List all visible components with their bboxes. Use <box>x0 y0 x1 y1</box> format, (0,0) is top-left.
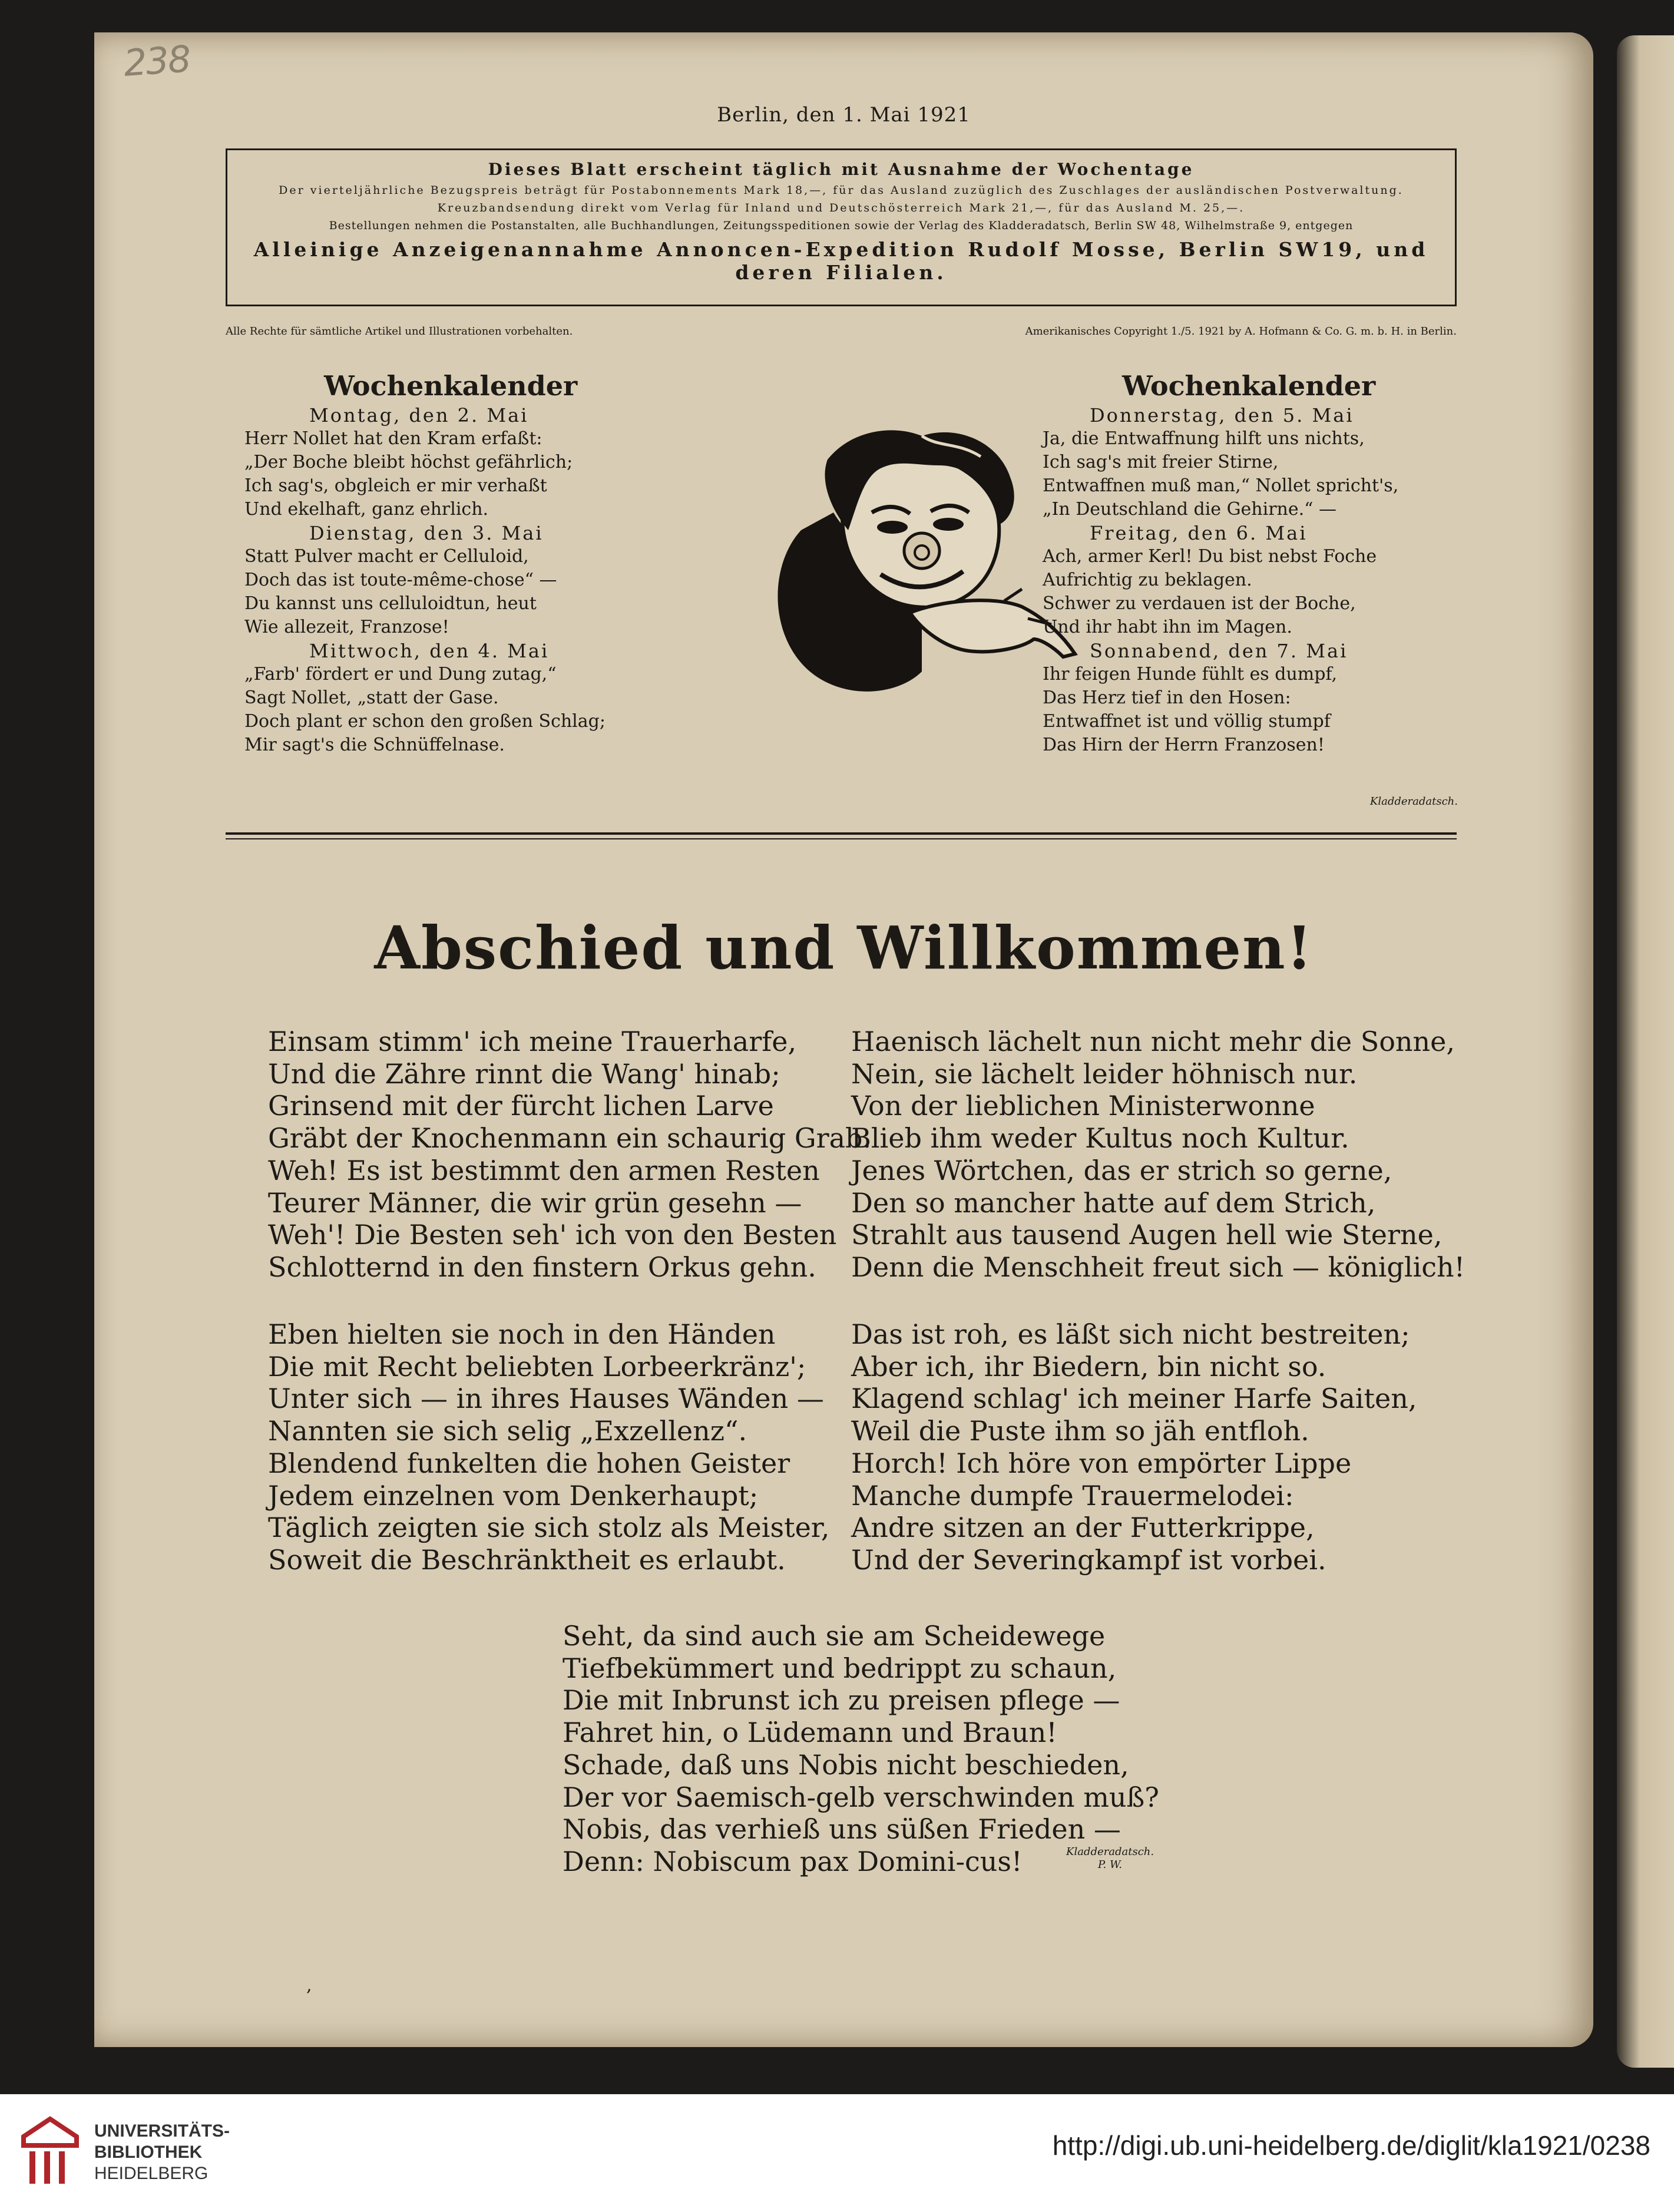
library-name-line: BIBLIOTHEK <box>94 2142 203 2162</box>
calendar-line: „Farb' fördert er und Dung zutag,“ <box>244 664 557 685</box>
poem-line: Strahlt aus tausend Augen hell wie Sterne, <box>851 1219 1443 1251</box>
calendar-right <box>1043 368 1490 757</box>
info-line-2: Der vierteljährliche Bezugspreis beträgt für Postabonnements Mark 18,—, für das Ausland zuzüglich des Zuschlages der ausländischen Postverwaltung. <box>279 184 1404 197</box>
calendar-line: Doch plant er schon den großen Schlag; <box>244 711 606 732</box>
poem-line: Nannten sie sich selig „Exzellenz“. <box>268 1415 747 1447</box>
calendar-day-title: Freitag, den 6. Mai <box>1090 522 1308 544</box>
library-name <box>94 2121 230 2184</box>
poem-line: Schade, daß uns Nobis nicht beschieden, <box>563 1748 1129 1781</box>
poem-line: Jedem einzelnen vom Denkerhaupt; <box>268 1479 759 1512</box>
scanned-page <box>94 32 1593 2047</box>
poem-line: Weil die Puste ihm so jäh entfloh. <box>851 1415 1309 1447</box>
calendar-day-title: Montag, den 2. Mai <box>309 404 529 426</box>
calendar-line: Schwer zu verdauen ist der Boche, <box>1043 593 1356 614</box>
dateline: Berlin, den 1. Mai 1921 <box>717 103 971 127</box>
calendar-line: Ihr feigen Hunde fühlt es dumpf, <box>1043 664 1337 685</box>
poem-line: Schlotternd in den finstern Orkus gehn. <box>268 1251 816 1283</box>
poem-line: Weh'! Die Besten seh' ich von den Besten <box>268 1219 837 1251</box>
poem-stanza <box>851 1318 1417 1576</box>
poem-signature-source: Kladderadatsch. <box>1066 1846 1154 1858</box>
section-rule <box>226 838 1457 839</box>
poem-line: Eben hielten sie noch in den Händen <box>268 1318 776 1350</box>
poem-line: Die mit Recht beliebten Lorbeerkränz'; <box>268 1350 806 1383</box>
poem-line: Aber ich, ihr Biedern, bin nicht so. <box>851 1350 1326 1383</box>
calendar-line: Das Herz tief in den Hosen: <box>1043 687 1291 708</box>
poem-line: Tiefbekümmert und bedrippt zu schaun, <box>563 1652 1117 1684</box>
info-line-1: Dieses Blatt erscheint täglich mit Ausnahme der Wochentage <box>488 160 1195 179</box>
poem-line: Der vor Saemisch-gelb verschwinden muß? <box>563 1781 1159 1813</box>
poem-line: Teurer Männer, die wir grün gesehn — <box>268 1186 802 1219</box>
poem-line: Täglich zeigten sie sich stolz als Meister, <box>268 1512 830 1544</box>
calendar-line: Und ekelhaft, ganz ehrlich. <box>244 499 489 520</box>
calendar-day-title: Mittwoch, den 4. Mai <box>309 640 550 662</box>
rights-notice: Alle Rechte für sämtliche Artikel und Illustrationen vorbehalten. <box>226 325 573 338</box>
calendar-heading: Wochenkalender <box>324 370 578 402</box>
calendar-line: Wie allezeit, Franzose! <box>244 617 449 637</box>
poem-line: Jenes Wörtchen, das er strich so gerne, <box>851 1154 1392 1186</box>
calendar-line: Ich sag's mit freier Stirne, <box>1043 452 1279 472</box>
poem-line: Das ist roh, es läßt sich nicht bestreiten; <box>851 1318 1410 1350</box>
copyright-notice: Amerikanisches Copyright 1./5. 1921 by A. Hofmann & Co. G. m. b. H. in Berlin. <box>1025 325 1457 338</box>
facing-page-edge <box>1617 35 1674 2068</box>
poem-line: Grinsend mit der fürcht lichen Larve <box>268 1090 774 1122</box>
calendar-line: „In Deutschland die Gehirne.“ — <box>1043 499 1337 520</box>
poem-line: Weh! Es ist bestimmt den armen Resten <box>268 1154 820 1186</box>
caricature-illustration <box>745 424 1084 707</box>
poem-stanza <box>563 1620 1159 1878</box>
library-footer <box>0 2094 1674 2212</box>
poem-line: Blieb ihm weder Kultus noch Kultur. <box>851 1122 1349 1155</box>
poem-line: Haenisch lächelt nun nicht mehr die Sonne, <box>851 1026 1455 1057</box>
calendar-line: Entwaffnet ist und völlig stumpf <box>1043 711 1331 732</box>
info-line-3: Kreuzbandsendung direkt vom Verlag für Inland und Deutschösterreich Mark 21,—, für das Ausland M. 25,—. <box>437 201 1245 214</box>
poem-stanza <box>268 1026 871 1284</box>
calendar-line: Aufrichtig zu beklagen. <box>1043 570 1252 590</box>
calendar-line: Sagt Nollet, „statt der Gase. <box>244 687 499 708</box>
calendar-line: Herr Nollet hat den Kram erfaßt: <box>244 428 542 449</box>
poem-line: Blendend funkelten die hohen Geister <box>268 1447 790 1479</box>
calendar-line: Ich sag's, obgleich er mir verhaßt <box>244 475 547 496</box>
poem-line: Und der Severingkampf ist vorbei. <box>851 1543 1326 1576</box>
poem-line: Von der lieblichen Ministerwonne <box>851 1090 1315 1122</box>
calendar-line: Das Hirn der Herrn Franzosen! <box>1043 735 1325 755</box>
calendar-day-title: Donnerstag, den 5. Mai <box>1090 404 1354 426</box>
subscription-info-box <box>226 148 1457 306</box>
info-line-4: Bestellungen nehmen die Postanstalten, alle Buchhandlungen, Zeitungsspeditionen sowie der Verlag des Kladderadatsch, Berlin SW 48, Wilhelmstraße 9, entgegen <box>329 219 1354 232</box>
poem-line: Seht, da sind auch sie am Scheidewege <box>563 1620 1106 1652</box>
calendar-line: Mir sagt's die Schnüffelnase. <box>244 735 505 755</box>
calendar-line: Doch das ist toute-même-chose“ — <box>244 570 557 590</box>
poem-line: Klagend schlag' ich meiner Harfe Saiten, <box>851 1383 1417 1415</box>
poem-stanza <box>268 1318 829 1576</box>
poem-line: Einsam stimm' ich meine Trauerharfe, <box>268 1026 797 1057</box>
poem-line: Andre sitzen an der Futterkrippe, <box>851 1512 1315 1544</box>
poem-line: Unter sich — in ihres Hauses Wänden — <box>268 1383 824 1415</box>
info-line-5: Alleinige Anzeigenannahme Annoncen-Expedition Rudolf Mosse, Berlin SW19, und deren Filialen. <box>253 238 1429 284</box>
poem-line: Nobis, das verhieß uns süßen Frieden — <box>563 1813 1121 1846</box>
calendar-left <box>244 368 727 757</box>
calendar-signature: Kladderadatsch. <box>1369 795 1458 808</box>
calendar-line: Ja, die Entwaffnung hilft uns nichts, <box>1043 428 1365 449</box>
section-rule <box>226 832 1457 835</box>
poem-line: Horch! Ich höre von empörter Lippe <box>851 1447 1352 1479</box>
poem-line: Nein, sie lächelt leider höhnisch nur. <box>851 1057 1358 1090</box>
calendar-line: Statt Pulver macht er Celluloid, <box>244 546 529 567</box>
poem-line: Gräbt der Knochenmann ein schaurig Grab. <box>268 1122 872 1155</box>
calendar-line: Ach, armer Kerl! Du bist nebst Foche <box>1043 546 1377 567</box>
poem-signature <box>1066 1846 1154 1872</box>
calendar-line: Entwaffnen muß man,“ Nollet spricht's, <box>1043 475 1399 496</box>
poem-line: Die mit Inbrunst ich zu preisen pflege — <box>563 1684 1120 1717</box>
calendar-day-title: Dienstag, den 3. Mai <box>309 522 544 544</box>
calendar-heading: Wochenkalender <box>1122 370 1376 402</box>
poem-line: Manche dumpfe Trauermelodei: <box>851 1479 1294 1512</box>
poem-line: Denn die Menschheit freut sich — königlich! <box>851 1251 1465 1283</box>
calendar-line: Und ihr habt ihn im Magen. <box>1043 617 1292 637</box>
poem-line: Denn: Nobiscum pax Domini-cus! <box>563 1845 1023 1877</box>
library-name-line: UNIVERSITÄTS- <box>94 2121 230 2141</box>
poem-stanza <box>851 1026 1465 1284</box>
poem-line: Und die Zähre rinnt die Wang' hinab; <box>268 1057 780 1090</box>
poem-line: Soweit die Beschränktheit es erlaubt. <box>268 1543 786 1576</box>
permalink-url[interactable]: http://digi.ub.uni-heidelberg.de/diglit/kla1921/0238 <box>1052 2130 1650 2161</box>
calendar-line: Du kannst uns celluloidtun, heut <box>244 593 537 614</box>
library-logo-icon <box>18 2113 82 2190</box>
poem-line: Fahret hin, o Lüdemann und Braun! <box>563 1717 1057 1749</box>
poem-line: Den so mancher hatte auf dem Strich, <box>851 1186 1376 1219</box>
poem-title: Abschied und Willkommen! <box>374 913 1314 983</box>
stray-mark: , <box>306 1975 312 1996</box>
page-number: 238 <box>122 37 191 85</box>
library-name-line: HEIDELBERG <box>94 2164 209 2183</box>
calendar-day-title: Sonnabend, den 7. Mai <box>1090 640 1348 662</box>
calendar-line: „Der Boche bleibt höchst gefährlich; <box>244 452 573 472</box>
poem-signature-initials: P. W. <box>1098 1859 1123 1871</box>
